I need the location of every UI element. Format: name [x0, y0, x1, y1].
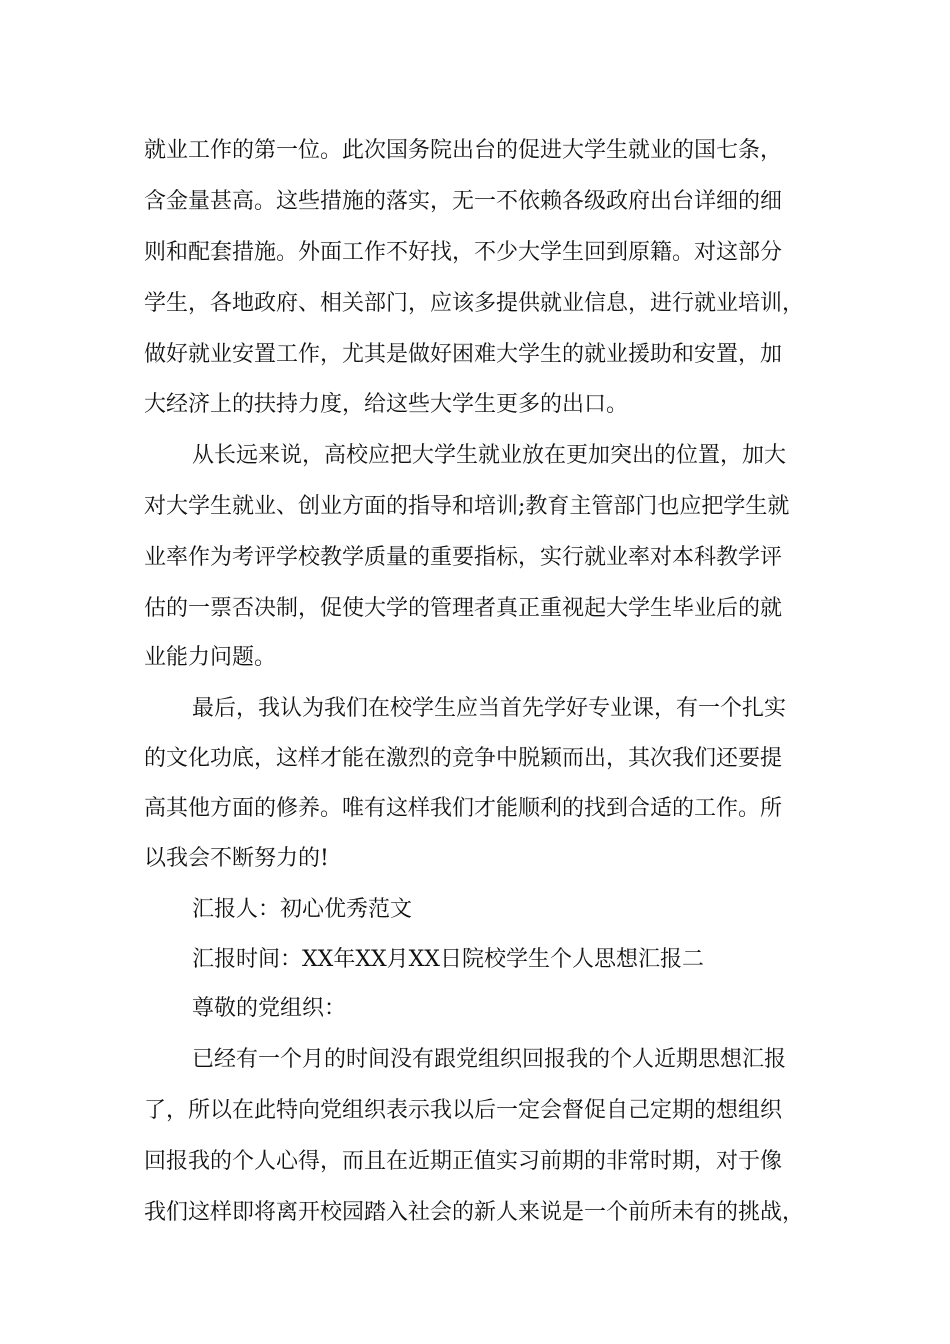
text-line: 学生，各地政府、相关部门，应该多提供就业信息，进行就业培训，	[144, 291, 805, 316]
text-line: 高其他方面的修养。唯有这样我们才能顺利的找到合适的工作。所	[144, 796, 783, 821]
paragraph-first-line: 已经有一个月的时间没有跟党组织回报我的个人近期思想汇报	[192, 1047, 787, 1072]
text-line: 对大学生就业、创业方面的指导和培训;教育主管部门也应把学生就	[144, 494, 790, 519]
text-line: 了，所以在此特向党组织表示我以后一定会督促自己定期的想组织	[144, 1098, 783, 1123]
text-line: 以我会不断努力的!	[144, 846, 329, 871]
text-line: 做好就业安置工作，尤其是做好困难大学生的就业援助和安置，加	[144, 342, 783, 367]
text-line: 回报我的个人心得，而且在近期正值实习前期的非常时期，对于像	[144, 1149, 783, 1174]
text-line: 估的一票否决制，促使大学的管理者真正重视起大学生毕业后的就	[144, 596, 783, 621]
text-line: 的文化功底，这样才能在激烈的竞争中脱颖而出，其次我们还要提	[144, 746, 783, 771]
text-line: 就业工作的第一位。此次国务院出台的促进大学生就业的国七条，	[144, 138, 783, 163]
text-line: 则和配套措施。外面工作不好找，不少大学生回到原籍。对这部分	[144, 240, 783, 265]
reporter-line: 汇报人：初心优秀范文	[192, 897, 413, 922]
text-line: 业率作为考评学校教学质量的重要指标，实行就业率对本科教学评	[144, 545, 783, 570]
text-line: 业能力问题。	[144, 645, 277, 670]
salutation-line: 尊敬的党组织：	[192, 996, 347, 1021]
paragraph-first-line: 从长远来说，高校应把大学生就业放在更加突出的位置，加大	[192, 443, 787, 468]
paragraph-first-line: 最后，我认为我们在校学生应当首先学好专业课，有一个扎实	[192, 696, 787, 721]
report-time-line: 汇报时间：XX年XX月XX日院校学生个人思想汇报二	[192, 947, 704, 972]
text-line: 含金量甚高。这些措施的落实，无一不依赖各级政府出台详细的细	[144, 189, 783, 214]
text-line: 我们这样即将离开校园踏入社会的新人来说是一个前所未有的挑战，	[144, 1200, 805, 1225]
text-line: 大经济上的扶持力度，给这些大学生更多的出口。	[144, 392, 629, 417]
